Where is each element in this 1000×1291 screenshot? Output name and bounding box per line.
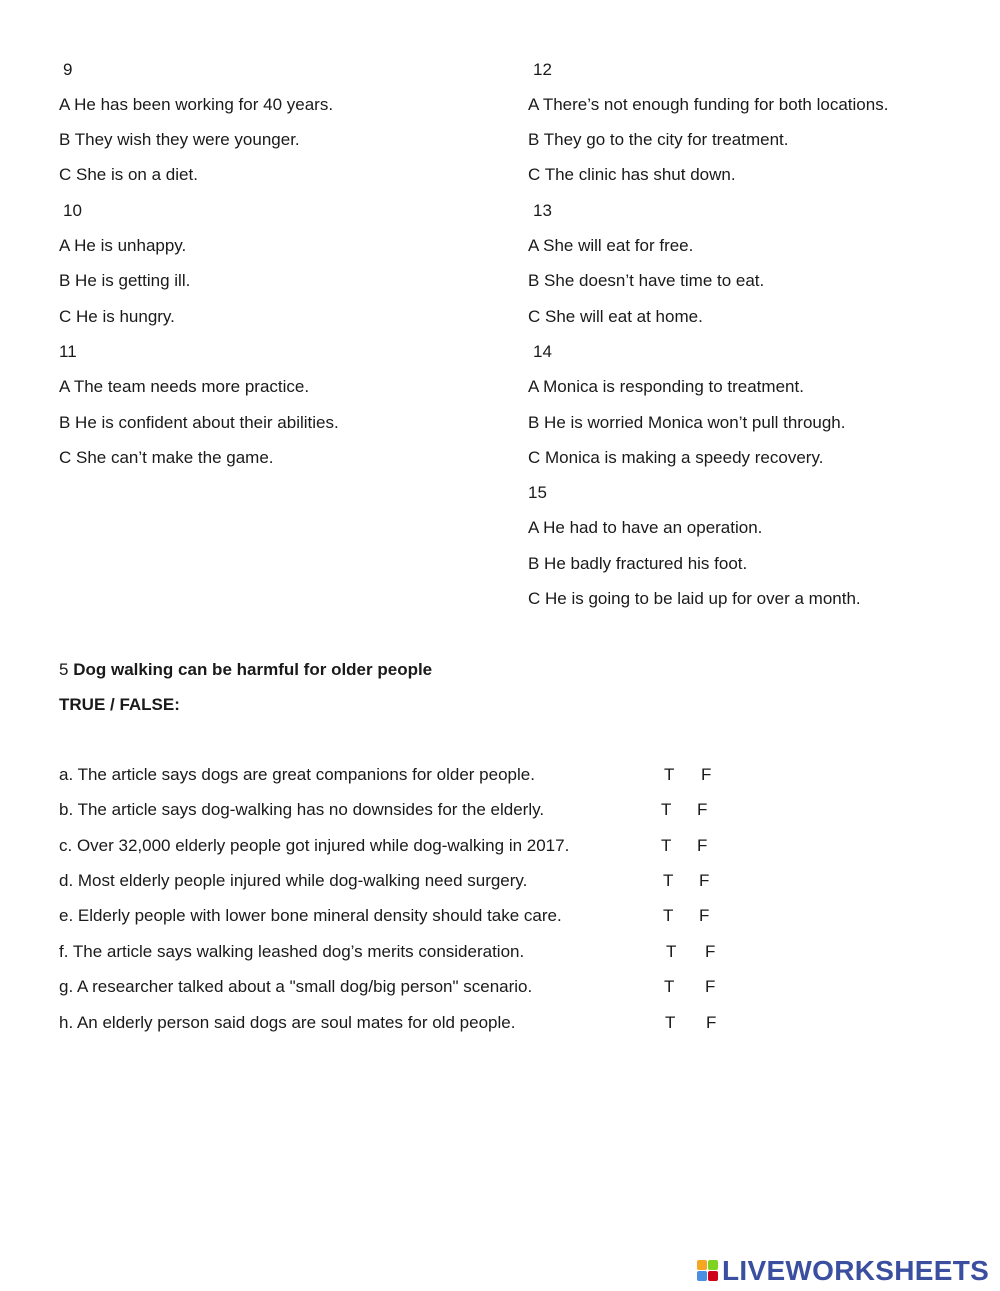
answer-option: A The team needs more practice. <box>59 377 310 396</box>
false-option[interactable]: F <box>705 977 716 996</box>
liveworksheets-logo-icon <box>697 1260 719 1282</box>
answer-option: B He is getting ill. <box>59 271 191 290</box>
answer-option: B They wish they were younger. <box>59 130 300 149</box>
question-number: 10 <box>63 201 82 220</box>
tf-statement: e. Elderly people with lower bone mineral density should take care. <box>59 906 562 925</box>
true-option[interactable]: T <box>661 836 672 855</box>
answer-option: A He had to have an operation. <box>528 518 763 537</box>
true-option[interactable]: T <box>666 942 677 961</box>
logo-text: LIVEWORKSHEETS <box>722 1255 990 1286</box>
answer-option: C He is hungry. <box>59 307 175 326</box>
answer-option: A There’s not enough funding for both locations. <box>528 95 889 114</box>
answer-option: A Monica is responding to treatment. <box>528 377 804 396</box>
section-subtitle: TRUE / FALSE: <box>59 695 180 714</box>
false-option[interactable]: F <box>697 800 708 819</box>
section-number: 5 <box>59 660 69 679</box>
tf-statement: h. An elderly person said dogs are soul mates for old people. <box>59 1013 516 1032</box>
tf-statement: d. Most elderly people injured while dog-walking need surgery. <box>59 871 528 890</box>
answer-option: C She will eat at home. <box>528 307 703 326</box>
question-number: 15 <box>528 483 547 502</box>
answer-option: A He has been working for 40 years. <box>59 95 334 114</box>
answer-option: B He is confident about their abilities. <box>59 413 339 432</box>
answer-option: C He is going to be laid up for over a month. <box>528 589 861 608</box>
question-number: 14 <box>533 342 552 361</box>
question-number: 13 <box>533 201 552 220</box>
question-number: 9 <box>63 60 73 79</box>
answer-option: B She doesn’t have time to eat. <box>528 271 765 290</box>
false-option[interactable]: F <box>699 906 710 925</box>
true-option[interactable]: T <box>661 800 672 819</box>
answer-option: B They go to the city for treatment. <box>528 130 789 149</box>
section-heading <box>59 660 432 680</box>
tf-statement: f. The article says walking leashed dog’s merits consideration. <box>59 942 525 961</box>
tf-statement: g. A researcher talked about a "small dog/big person" scenario. <box>59 977 533 996</box>
answer-option: B He badly fractured his foot. <box>528 554 748 573</box>
answer-option: A She will eat for free. <box>528 236 694 255</box>
false-option[interactable]: F <box>706 1013 717 1032</box>
true-option[interactable]: T <box>664 977 675 996</box>
true-option[interactable]: T <box>665 1013 676 1032</box>
liveworksheets-logo[interactable] <box>697 1256 989 1286</box>
answer-option: A He is unhappy. <box>59 236 187 255</box>
answer-option: C The clinic has shut down. <box>528 165 736 184</box>
tf-statement: a. The article says dogs are great companions for older people. <box>59 765 535 784</box>
true-option[interactable]: T <box>663 906 674 925</box>
answer-option: C Monica is making a speedy recovery. <box>528 448 824 467</box>
false-option[interactable]: F <box>701 765 712 784</box>
true-option[interactable]: T <box>664 765 675 784</box>
tf-statement: b. The article says dog-walking has no downsides for the elderly. <box>59 800 545 819</box>
false-option[interactable]: F <box>697 836 708 855</box>
tf-statement: c. Over 32,000 elderly people got injured while dog-walking in 2017. <box>59 836 570 855</box>
section-title: Dog walking can be harmful for older people <box>73 660 433 679</box>
question-number: 11 <box>59 342 77 361</box>
false-option[interactable]: F <box>705 942 716 961</box>
answer-option: C She can’t make the game. <box>59 448 274 467</box>
true-option[interactable]: T <box>663 871 674 890</box>
false-option[interactable]: F <box>699 871 710 890</box>
answer-option: C She is on a diet. <box>59 165 198 184</box>
question-number: 12 <box>533 60 552 79</box>
answer-option: B He is worried Monica won’t pull through. <box>528 413 846 432</box>
